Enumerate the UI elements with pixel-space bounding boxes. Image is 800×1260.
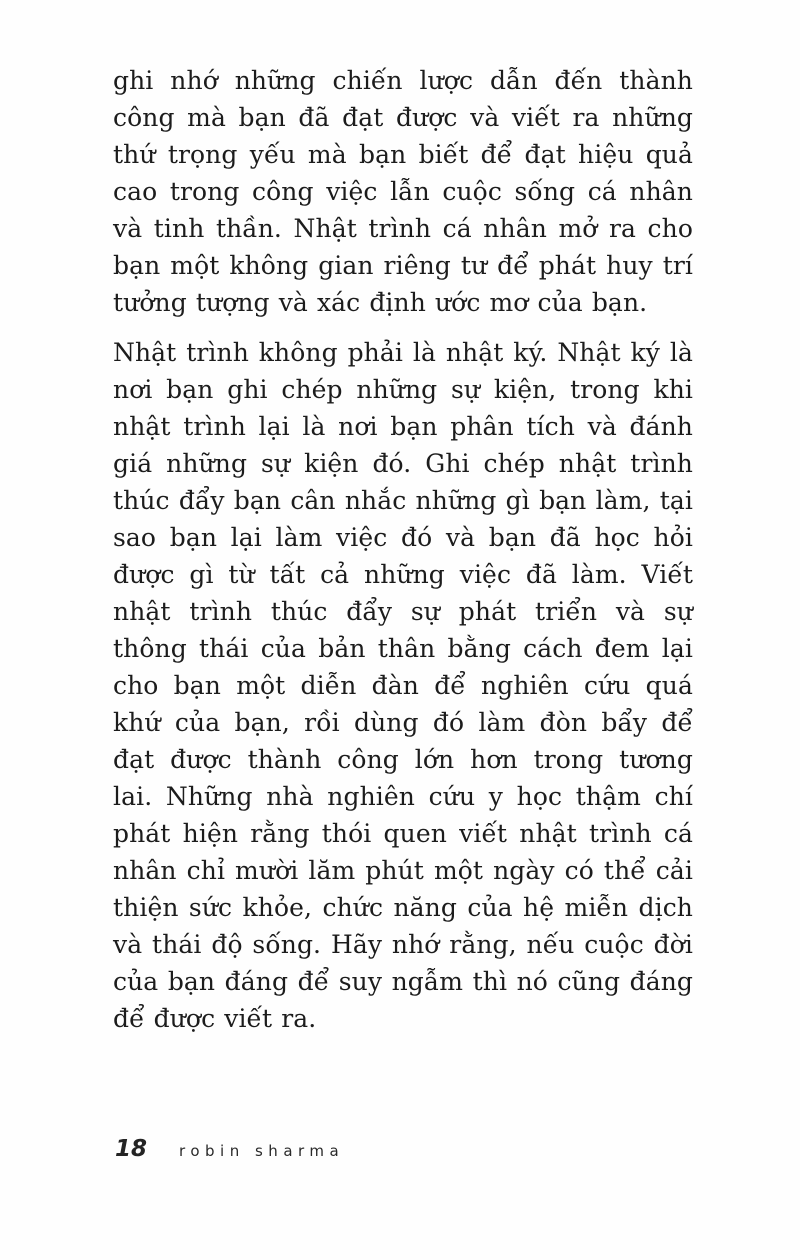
running-title: robin sharma [179,1142,345,1160]
page-number: 18 [115,1136,148,1162]
body-text [113,62,693,1050]
page-footer [115,1136,344,1162]
paragraph-1: ghi nhớ những chiến lược dẫn đến thành công mà bạn đã đạt được và viết ra những thứ trọng yếu mà bạn biết để đạt hiệu quả cao trong công việc lẫn cuộc sống cá nhân và tinh thần. Nhật trình cá nhân mở ra cho bạn một không gian riêng tư để phát huy trí tưởng tượng và xác định ước mơ của bạn. [113,66,693,317]
paragraph-2: Nhật trình không phải là nhật ký. Nhật ký là nơi bạn ghi chép những sự kiện, trong khi nhật trình lại là nơi bạn phân tích và đánh giá những sự kiện đó. Ghi chép nhật trình thúc đẩy bạn cân nhắc những gì bạn làm, tại sao bạn lại làm việc đó và bạn đã học hỏi được gì từ tất cả những việc đã làm. Viết nhật trình thúc đẩy sự phát triển và sự thông thái của bản thân bằng cách đem lại cho bạn một diễn đàn để nghiên cứu quá khứ của bạn, rồi dùng đó làm đòn bẩy để đạt được thành công lớn hơn trong tương lai. Những nhà nghiên cứu y học thậm chí phát hiện rằng thói quen viết nhật trình cá nhân chỉ mười lăm phút một ngày có thể cải thiện sức khỏe, chức năng của hệ miễn dịch và thái độ sống. Hãy nhớ rằng, nếu cuộc đời của bạn đáng để suy ngẫm thì nó cũng đáng để được viết ra. [113,338,693,1033]
